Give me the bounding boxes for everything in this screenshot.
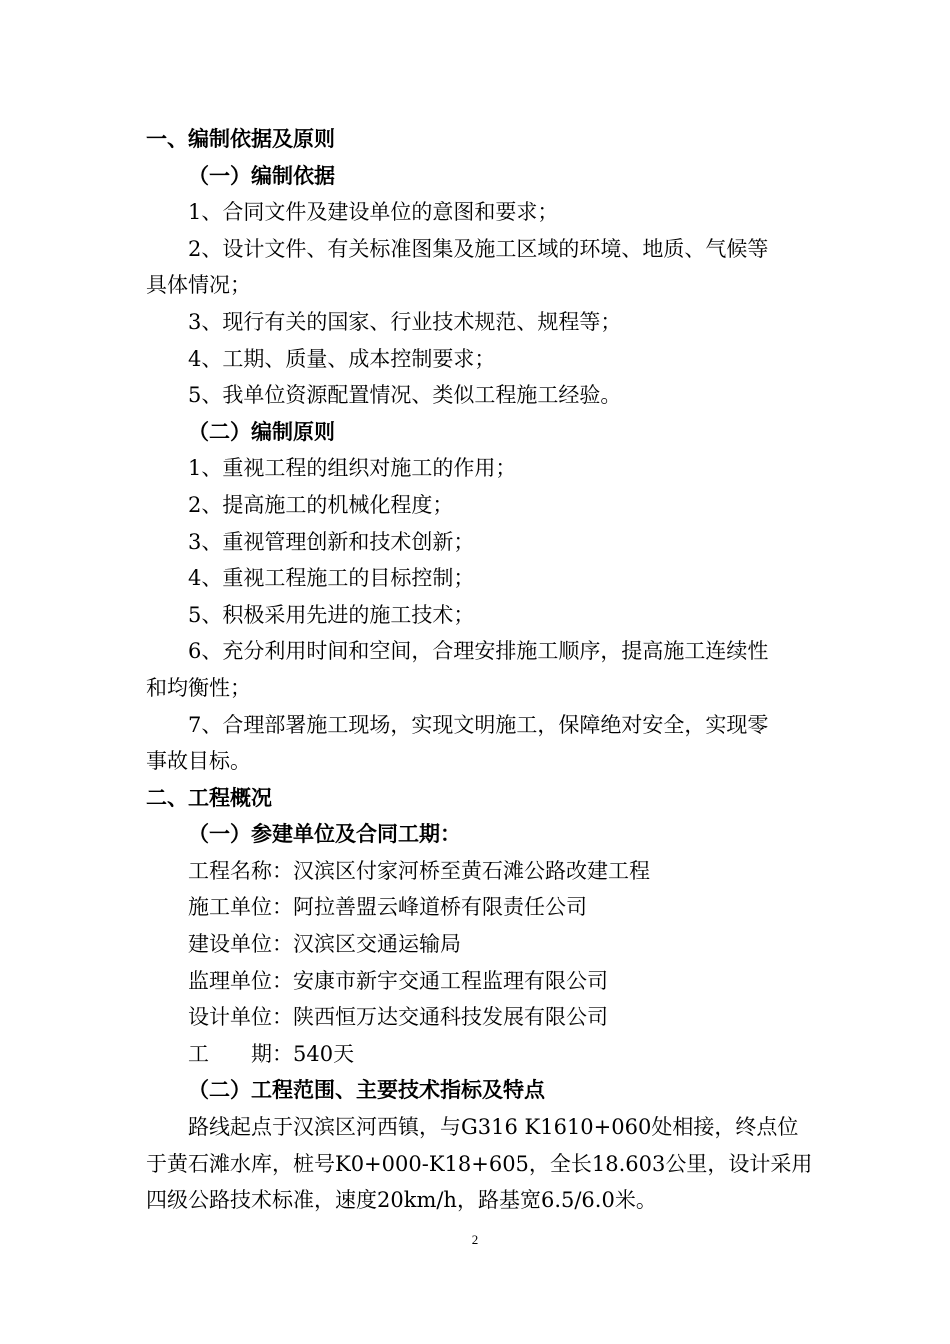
paragraph-line: 施工单位：阿拉善盟云峰道桥有限责任公司 bbox=[188, 895, 587, 920]
subsection-heading: （一）参建单位及合同工期： bbox=[188, 822, 461, 847]
paragraph-line: 4、重视工程施工的目标控制； bbox=[188, 566, 475, 591]
paragraph-line: 路线起点于汉滨区河西镇，与G316 K1610+060处相接，终点位 bbox=[188, 1115, 799, 1140]
paragraph-line: 监理单位：安康市新宇交通工程监理有限公司 bbox=[188, 968, 608, 993]
paragraph-line: 4、工期、质量、成本控制要求； bbox=[188, 346, 496, 371]
paragraph-line: 6、充分利用时间和空间，合理安排施工顺序，提高施工连续性 bbox=[188, 639, 769, 664]
document-body bbox=[146, 121, 813, 1219]
paragraph-line: 7、合理部署施工现场，实现文明施工，保障绝对安全，实现零 bbox=[188, 712, 769, 737]
paragraph-continuation: 四级公路技术标准，速度20km/h，路基宽6.5/6.0米。 bbox=[146, 1188, 657, 1213]
paragraph-line: 1、重视工程的组织对施工的作用； bbox=[188, 456, 517, 481]
subsection-heading: （二）编制原则 bbox=[188, 419, 335, 444]
section-heading: 一、编制依据及原则 bbox=[146, 127, 335, 151]
paragraph-continuation: 事故目标。 bbox=[146, 749, 251, 774]
paragraph-continuation: 于黄石滩水库，桩号K0+000-K18+605，全长18.603公里，设计采用 bbox=[146, 1151, 813, 1176]
paragraph-line: 5、我单位资源配置情况、类似工程施工经验。 bbox=[188, 383, 622, 408]
page-number: 2 bbox=[471, 1232, 479, 1247]
paragraph-line: 2、设计文件、有关标准图集及施工区域的环境、地质、气候等 bbox=[188, 236, 769, 261]
paragraph-continuation: 具体情况； bbox=[146, 273, 251, 298]
paragraph-continuation: 和均衡性； bbox=[146, 675, 251, 700]
paragraph-line: 1、合同文件及建设单位的意图和要求； bbox=[188, 200, 559, 225]
subsection-heading: （一）编制依据 bbox=[188, 163, 335, 188]
section-heading: 二、工程概况 bbox=[146, 785, 272, 810]
paragraph-line: 2、提高施工的机械化程度； bbox=[188, 492, 454, 517]
paragraph-line: 工程名称：汉滨区付家河桥至黄石滩公路改建工程 bbox=[188, 858, 650, 883]
paragraph-line: 3、现行有关的国家、行业技术规范、规程等； bbox=[188, 309, 622, 334]
paragraph-line: 工 期：540天 bbox=[188, 1041, 355, 1066]
subsection-heading: （二）工程范围、主要技术指标及特点 bbox=[188, 1078, 545, 1103]
paragraph-line: 设计单位：陕西恒万达交通科技发展有限公司 bbox=[188, 1005, 608, 1030]
paragraph-line: 3、重视管理创新和技术创新； bbox=[188, 529, 475, 554]
paragraph-line: 建设单位：汉滨区交通运输局 bbox=[188, 932, 461, 957]
paragraph-line: 5、积极采用先进的施工技术； bbox=[188, 602, 475, 627]
